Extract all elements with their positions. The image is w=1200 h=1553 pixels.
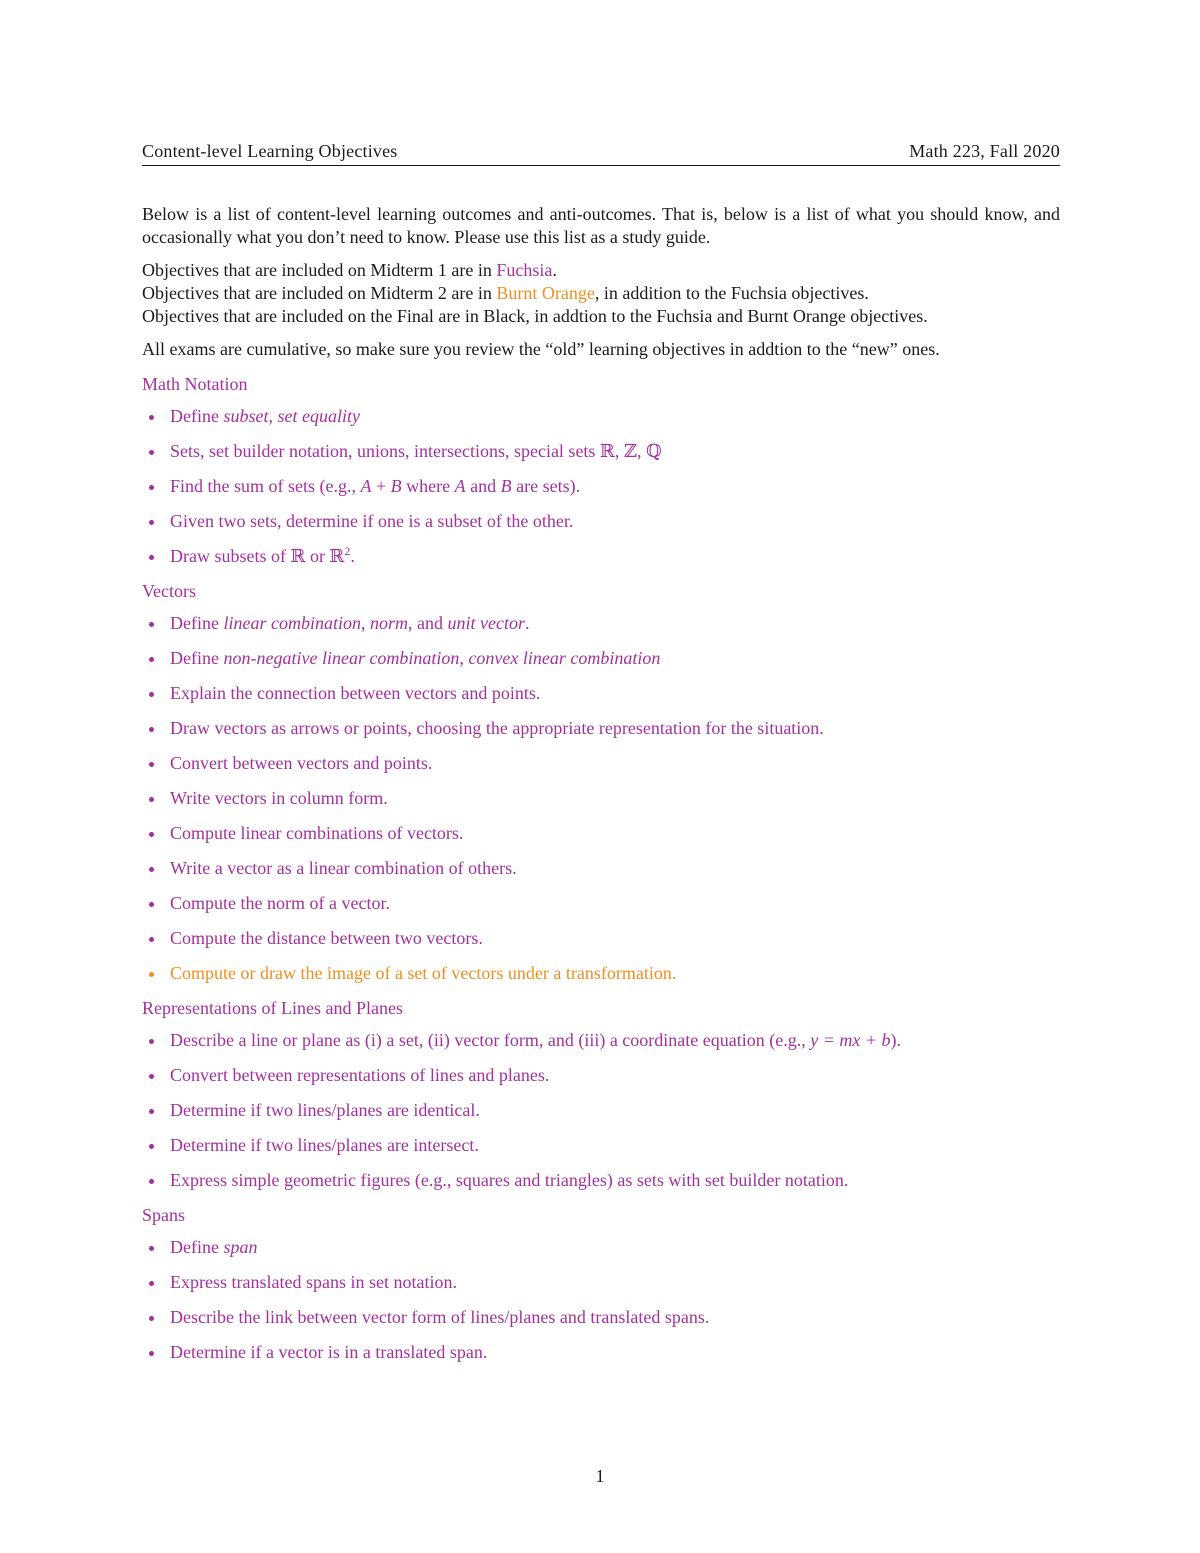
vectors-list xyxy=(142,612,1060,985)
lines-planes-list xyxy=(142,1029,1060,1192)
list-item: Compute the distance between two vectors. xyxy=(170,927,1060,950)
list-item: Sets, set builder notation, unions, intersections, special sets ℝ, ℤ, ℚ xyxy=(170,440,1060,463)
list-item: Write vectors in column form. xyxy=(170,787,1060,810)
legend-midterm2: Objectives that are included on Midterm 2 are in Burnt Orange, in addition to the Fuchsia objectives. xyxy=(142,283,869,303)
running-header xyxy=(142,140,1060,166)
list-item: Given two sets, determine if one is a subset of the other. xyxy=(170,510,1060,533)
list-item: Describe the link between vector form of lines/planes and translated spans. xyxy=(170,1306,1060,1329)
header-course: Math 223, Fall 2020 xyxy=(909,141,1060,161)
list-item: Explain the connection between vectors and points. xyxy=(170,682,1060,705)
list-item: Express translated spans in set notation. xyxy=(170,1271,1060,1294)
list-item: Find the sum of sets (e.g., A + B where A and B are sets). xyxy=(170,475,1060,498)
list-item: Compute the norm of a vector. xyxy=(170,892,1060,915)
list-item: Write a vector as a linear combination of others. xyxy=(170,857,1060,880)
fuchsia-label: Fuchsia xyxy=(496,260,553,280)
intro-paragraph: Below is a list of content-level learning outcomes and anti-outcomes. That is, below is a list of what you should know, and occasionally what you don’t need to know. Please use this list as a study guide. xyxy=(142,204,1060,247)
list-item: Define span xyxy=(170,1236,1060,1259)
list-item: Define non-negative linear combination, convex linear combination xyxy=(170,647,1060,670)
section-title-lines-planes: Representations of Lines and Planes xyxy=(142,998,403,1018)
list-item: Define subset, set equality xyxy=(170,405,1060,428)
burnt-orange-label: Burnt Orange xyxy=(496,283,595,303)
spans-list xyxy=(142,1236,1060,1364)
list-item: Convert between representations of lines and planes. xyxy=(170,1064,1060,1087)
legend-midterm1: Objectives that are included on Midterm 1 are in Fuchsia. xyxy=(142,260,557,280)
introduction xyxy=(142,203,1060,361)
list-item: Determine if two lines/planes are intersect. xyxy=(170,1134,1060,1157)
section-title-vectors: Vectors xyxy=(142,581,196,601)
section-title-spans: Spans xyxy=(142,1205,186,1225)
math-notation-list xyxy=(142,405,1060,568)
list-item: Draw vectors as arrows or points, choosing the appropriate representation for the situation. xyxy=(170,717,1060,740)
section-title-math-notation: Math Notation xyxy=(142,374,248,394)
legend-final: Objectives that are included on the Final are in Black, in addtion to the Fuchsia and Burnt Orange objectives. xyxy=(142,306,928,326)
list-item: Compute linear combinations of vectors. xyxy=(170,822,1060,845)
list-item: Determine if two lines/planes are identical. xyxy=(170,1099,1060,1122)
document-page xyxy=(142,140,1060,1376)
list-item: Compute or draw the image of a set of vectors under a transformation. xyxy=(170,962,1060,985)
list-item: Express simple geometric figures (e.g., squares and triangles) as sets with set builder notation. xyxy=(170,1169,1060,1192)
list-item: Determine if a vector is in a translated span. xyxy=(170,1341,1060,1364)
page-number: 1 xyxy=(595,1466,605,1486)
header-title: Content-level Learning Objectives xyxy=(142,141,398,161)
cumulative-note: All exams are cumulative, so make sure you review the “old” learning objectives in addtion to the “new” ones. xyxy=(142,339,940,359)
list-item: Describe a line or plane as (i) a set, (ii) vector form, and (iii) a coordinate equation (e.g., y = mx + b). xyxy=(170,1029,1060,1052)
list-item: Define linear combination, norm, and unit vector. xyxy=(170,612,1060,635)
exam-color-legend xyxy=(142,259,1060,328)
list-item: Draw subsets of ℝ or ℝ$^2$. xyxy=(170,545,1060,568)
list-item: Convert between vectors and points. xyxy=(170,752,1060,775)
